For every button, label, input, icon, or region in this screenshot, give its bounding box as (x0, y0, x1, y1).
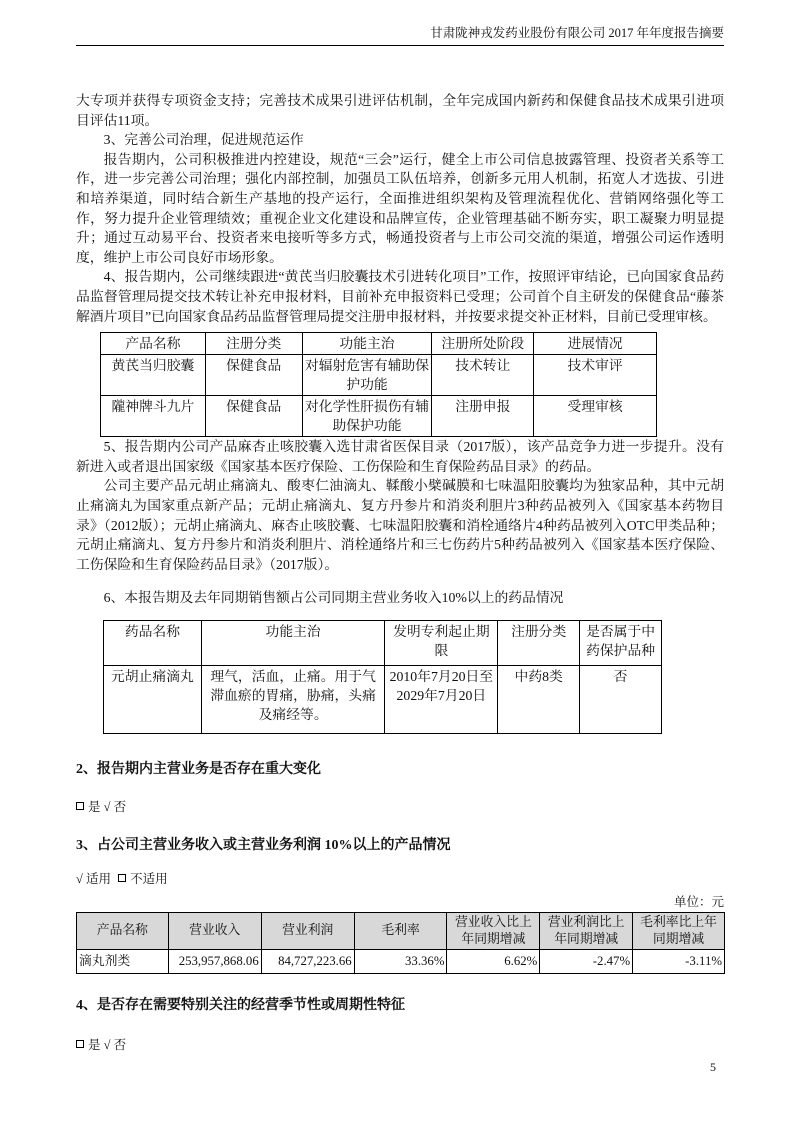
cell: 保健食品 (205, 355, 302, 396)
table-row (101, 396, 657, 437)
cell: 2010年7月20日至2029年7月20日 (385, 665, 498, 733)
yes-no-options (76, 1036, 724, 1054)
cell: 6.62% (447, 949, 540, 973)
header-cell: 毛利率 (354, 912, 447, 949)
cell: 黄芪当归胶囊 (101, 355, 206, 396)
section-heading: 2、报告期内主营业务是否存在重大变化 (76, 761, 321, 777)
cell: 对化学性肝损伤有辅助保护功能 (302, 396, 432, 437)
cell: -3.11% (633, 949, 725, 973)
check-mark-icon[interactable]: √ (76, 871, 83, 886)
subheading: 3、完善公司治理，促进规范运作 (103, 132, 304, 148)
header-cell: 营业收入 (168, 912, 261, 949)
option-label: 是 (88, 1037, 101, 1052)
header-cell: 营业利润比上年同期增减 (540, 912, 633, 949)
table-header-row (104, 620, 662, 665)
cell: 253,957,868.06 (168, 949, 261, 973)
header-cell: 发明专利起止期限 (385, 620, 498, 665)
cell: 对辐射危害有辅助保护功能 (302, 355, 432, 396)
page-body (76, 0, 724, 1114)
cell: 否 (580, 665, 662, 733)
table-row (77, 949, 725, 973)
option-label: 否 (113, 1037, 127, 1052)
key-drug-table (103, 620, 662, 734)
cell: 理气，活血，止痛。用于气滞血瘀的胃痛，胁痛，头痛及痛经等。 (201, 665, 385, 733)
header-cell: 营业利润 (261, 912, 354, 949)
product-revenue-table (76, 912, 725, 974)
checkbox-yes[interactable] (76, 1040, 84, 1048)
header-cell: 功能主治 (201, 620, 385, 665)
table-header-row (77, 912, 725, 949)
header-cell: 注册分类 (498, 620, 580, 665)
table-header-row (101, 333, 657, 355)
cell: 33.36% (354, 949, 447, 973)
option-label: 适用 (86, 871, 112, 886)
option-label: 不适用 (130, 871, 168, 886)
paragraph: 大专项并获得专项资金支持；完善技术成果引进评估机制，全年完成国内新药和保健食品技术成果引进项目评估11项。 (76, 93, 724, 128)
header-cell: 产品名称 (77, 912, 169, 949)
cell: 保健食品 (205, 396, 302, 437)
cell: 技术转让 (432, 355, 534, 396)
subheading: 6、本报告期及去年同期销售额占公司同期主营业务收入10%以上的药品情况 (103, 590, 564, 606)
cell: 隴神牌斗九片 (101, 396, 206, 437)
cell: -2.47% (540, 949, 633, 973)
header-cell: 注册分类 (205, 333, 302, 355)
applicable-options (76, 870, 724, 888)
check-mark-icon[interactable]: √ (103, 1037, 111, 1052)
checkbox-not-applicable[interactable] (118, 874, 126, 882)
running-header: 甘肃陇神戎发药业股份有限公司 2017 年年度报告摘要 (430, 26, 724, 40)
page-number: 5 (710, 1060, 716, 1074)
header-divider (76, 45, 724, 46)
header-cell: 注册所处阶段 (432, 333, 534, 355)
section-heading: 4、是否存在需要特别关注的经营季节性或周期性特征 (76, 997, 405, 1013)
header-cell: 毛利率比上年同期增减 (633, 912, 725, 949)
cell: 元胡止痛滴丸 (104, 665, 202, 733)
cell: 中药8类 (498, 665, 580, 733)
table-row (104, 665, 662, 733)
cell: 滴丸剂类 (77, 949, 169, 973)
option-label: 否 (113, 799, 127, 814)
check-mark-icon[interactable]: √ (103, 799, 111, 814)
header-cell: 功能主治 (302, 333, 432, 355)
yes-no-options (76, 798, 724, 816)
table-row (101, 355, 657, 396)
header-cell: 营业收入比上年同期增减 (447, 912, 540, 949)
cell: 技术审评 (534, 355, 657, 396)
cell: 受理审核 (534, 396, 657, 437)
unit-label: 单位：元 (673, 894, 724, 909)
paragraph: 5、报告期内公司产品麻杏止咳胶囊入选甘肃省医保目录（2017版），该产品竞争力进一步提升。没有新进入或者退出国家级《国家基本医疗保险、工伤保险和生育保险药品目录》的药品。 (76, 439, 724, 474)
header-cell: 产品名称 (101, 333, 206, 355)
paragraph: 4、报告期内，公司继续跟进“黄芪当归胶囊技术引进转化项目”工作，按照评审结论，已向国家食品药品监督管理局提交技术转让补充申报材料，目前补充申报资料已受理；公司首个自主研发的保健食品“藤茶解酒片项目”已向国家食品药品监督管理局提交注册申报材料，并按要求提交补正材料，目前已受理审核。 (76, 269, 724, 324)
option-label: 是 (88, 799, 101, 814)
cell: 注册申报 (432, 396, 534, 437)
section-heading: 3、占公司主营业务收入或主营业务利润 10%以上的产品情况 (76, 837, 451, 853)
header-cell: 进展情况 (534, 333, 657, 355)
cell: 84,727,223.66 (261, 949, 354, 973)
header-cell: 是否属于中药保护品种 (580, 620, 662, 665)
paragraph: 报告期内，公司积极推进内控建设，规范“三会”运行，健全上市公司信息披露管理、投资者关系等工作，进一步完善公司治理；强化内部控制，加强员工队伍培养，创新多元用人机制，拓宽人才选拔、引进和培养渠道，同时结合新生产基地的投产运行，全面推进组织架构及管理流程优化、营销网络强化等工作，努力提升企业管理绩效；重视企业文化建设和品牌宣传，企业管理基础不断夯实，职工凝聚力明显提升；通过互动易平台、投资者来电接听等多方式，畅通投资者与上市公司交流的渠道，增强公司运作透明度，维护上市公司良好市场形象。 (76, 151, 724, 265)
checkbox-yes[interactable] (76, 802, 84, 810)
paragraph: 公司主要产品元胡止痛滴丸、酸枣仁油滴丸、鞣酸小檗碱膜和七味温阳胶囊均为独家品种，其中元胡止痛滴丸为国家重点新产品；元胡止痛滴丸、复方丹参片和消炎利胆片3种药品被列入《国家基本药物目录》（2012版）；元胡止痛滴丸、麻杏止咳胶囊、七味温阳胶囊和消栓通络片4种药品被列入OTC甲类品种；元胡止痛滴丸、复方丹参片和消炎利胆片、消栓通络片和三七伤药片5种药品被列入《国家基本医疗保险、工伤保险和生育保险药品目录》（2017版）。 (76, 478, 724, 572)
header-cell: 药品名称 (104, 620, 202, 665)
product-registration-table (100, 332, 657, 437)
